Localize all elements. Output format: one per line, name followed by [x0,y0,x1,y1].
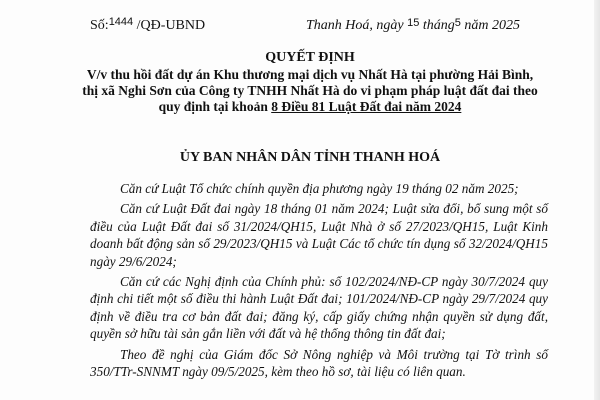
title-line-2: thị xã Nghi Sơn của Công ty TNHH Nhất Hà do vi phạm pháp luật đất đai theo [82,83,538,98]
date-day: 15 [407,17,420,29]
date-month: 5 [454,17,461,29]
title-line-1: V/v thu hồi đất dự án Khu thương mại dịch vụ Nhất Hà tại phường Hải Bình, [86,67,534,82]
document-header [90,18,550,36]
decision-number: Số:$^{1444}$ /QĐ-UBND [90,16,206,33]
paragraph: Theo đề nghị của Giám đốc Sở Nông nghiệp và Môi trường tại Tờ trình số 350/TTr-SNNMT ngày 09/5/2025, kèm theo hồ sơ, tài liệu có liên quan. [90,346,548,380]
title-main: QUYẾT ĐỊNH [265,50,355,65]
issuing-organization: ỦY BAN NHÂN DÂN TỈNH THANH HOÁ [179,150,441,165]
place-and-date: Thanh Hoá, ngày $^{15}$ tháng$^5$ năm 2025 [305,17,520,33]
decision-title [70,50,550,115]
paragraph: Căn cứ các Nghị định của Chính phủ: số 102/2024/NĐ-CP ngày 30/7/2024 quy định chi tiết một số điều thi hành Luật Đất đai; 101/2024/NĐ-CP ngày 29/7/2024 quy định về điều tra cơ bản đất đai; đăng ký, cấp giấy chứng nhận quyền sử dụng đất, quyền sở hữu tài sản gắn liền với đất và hệ thống thông tin đất đai; [90,274,548,342]
paragraph: Căn cứ Luật Tổ chức chính quyền địa phương ngày 19 tháng 02 năm 2025; [120,181,519,196]
title-line-3: quy định tại khoản 8 Điều 81 Luật Đất đai năm 2024 [158,99,462,114]
paragraph: Căn cứ Luật Đất đai ngày 18 tháng 01 năm 2024; Luật sửa đổi, bổ sung một số điều của Luật Đất đai số 31/2024/QH15, Luật Nhà ở số 27/2023/QH15, Luật Kinh doanh bất động sản số 29/2023/QH15 và Luật Các tổ chức tín dụng số 32/2024/QH15 ngày 29/6/2024; [90,201,548,269]
page-edge-shadow [594,0,600,400]
decision-number-value: 1444 [108,16,134,28]
document-body [90,180,548,383]
title-underlined-part: 8 Điều 81 Luật Đất đai năm 2024 [271,99,462,114]
